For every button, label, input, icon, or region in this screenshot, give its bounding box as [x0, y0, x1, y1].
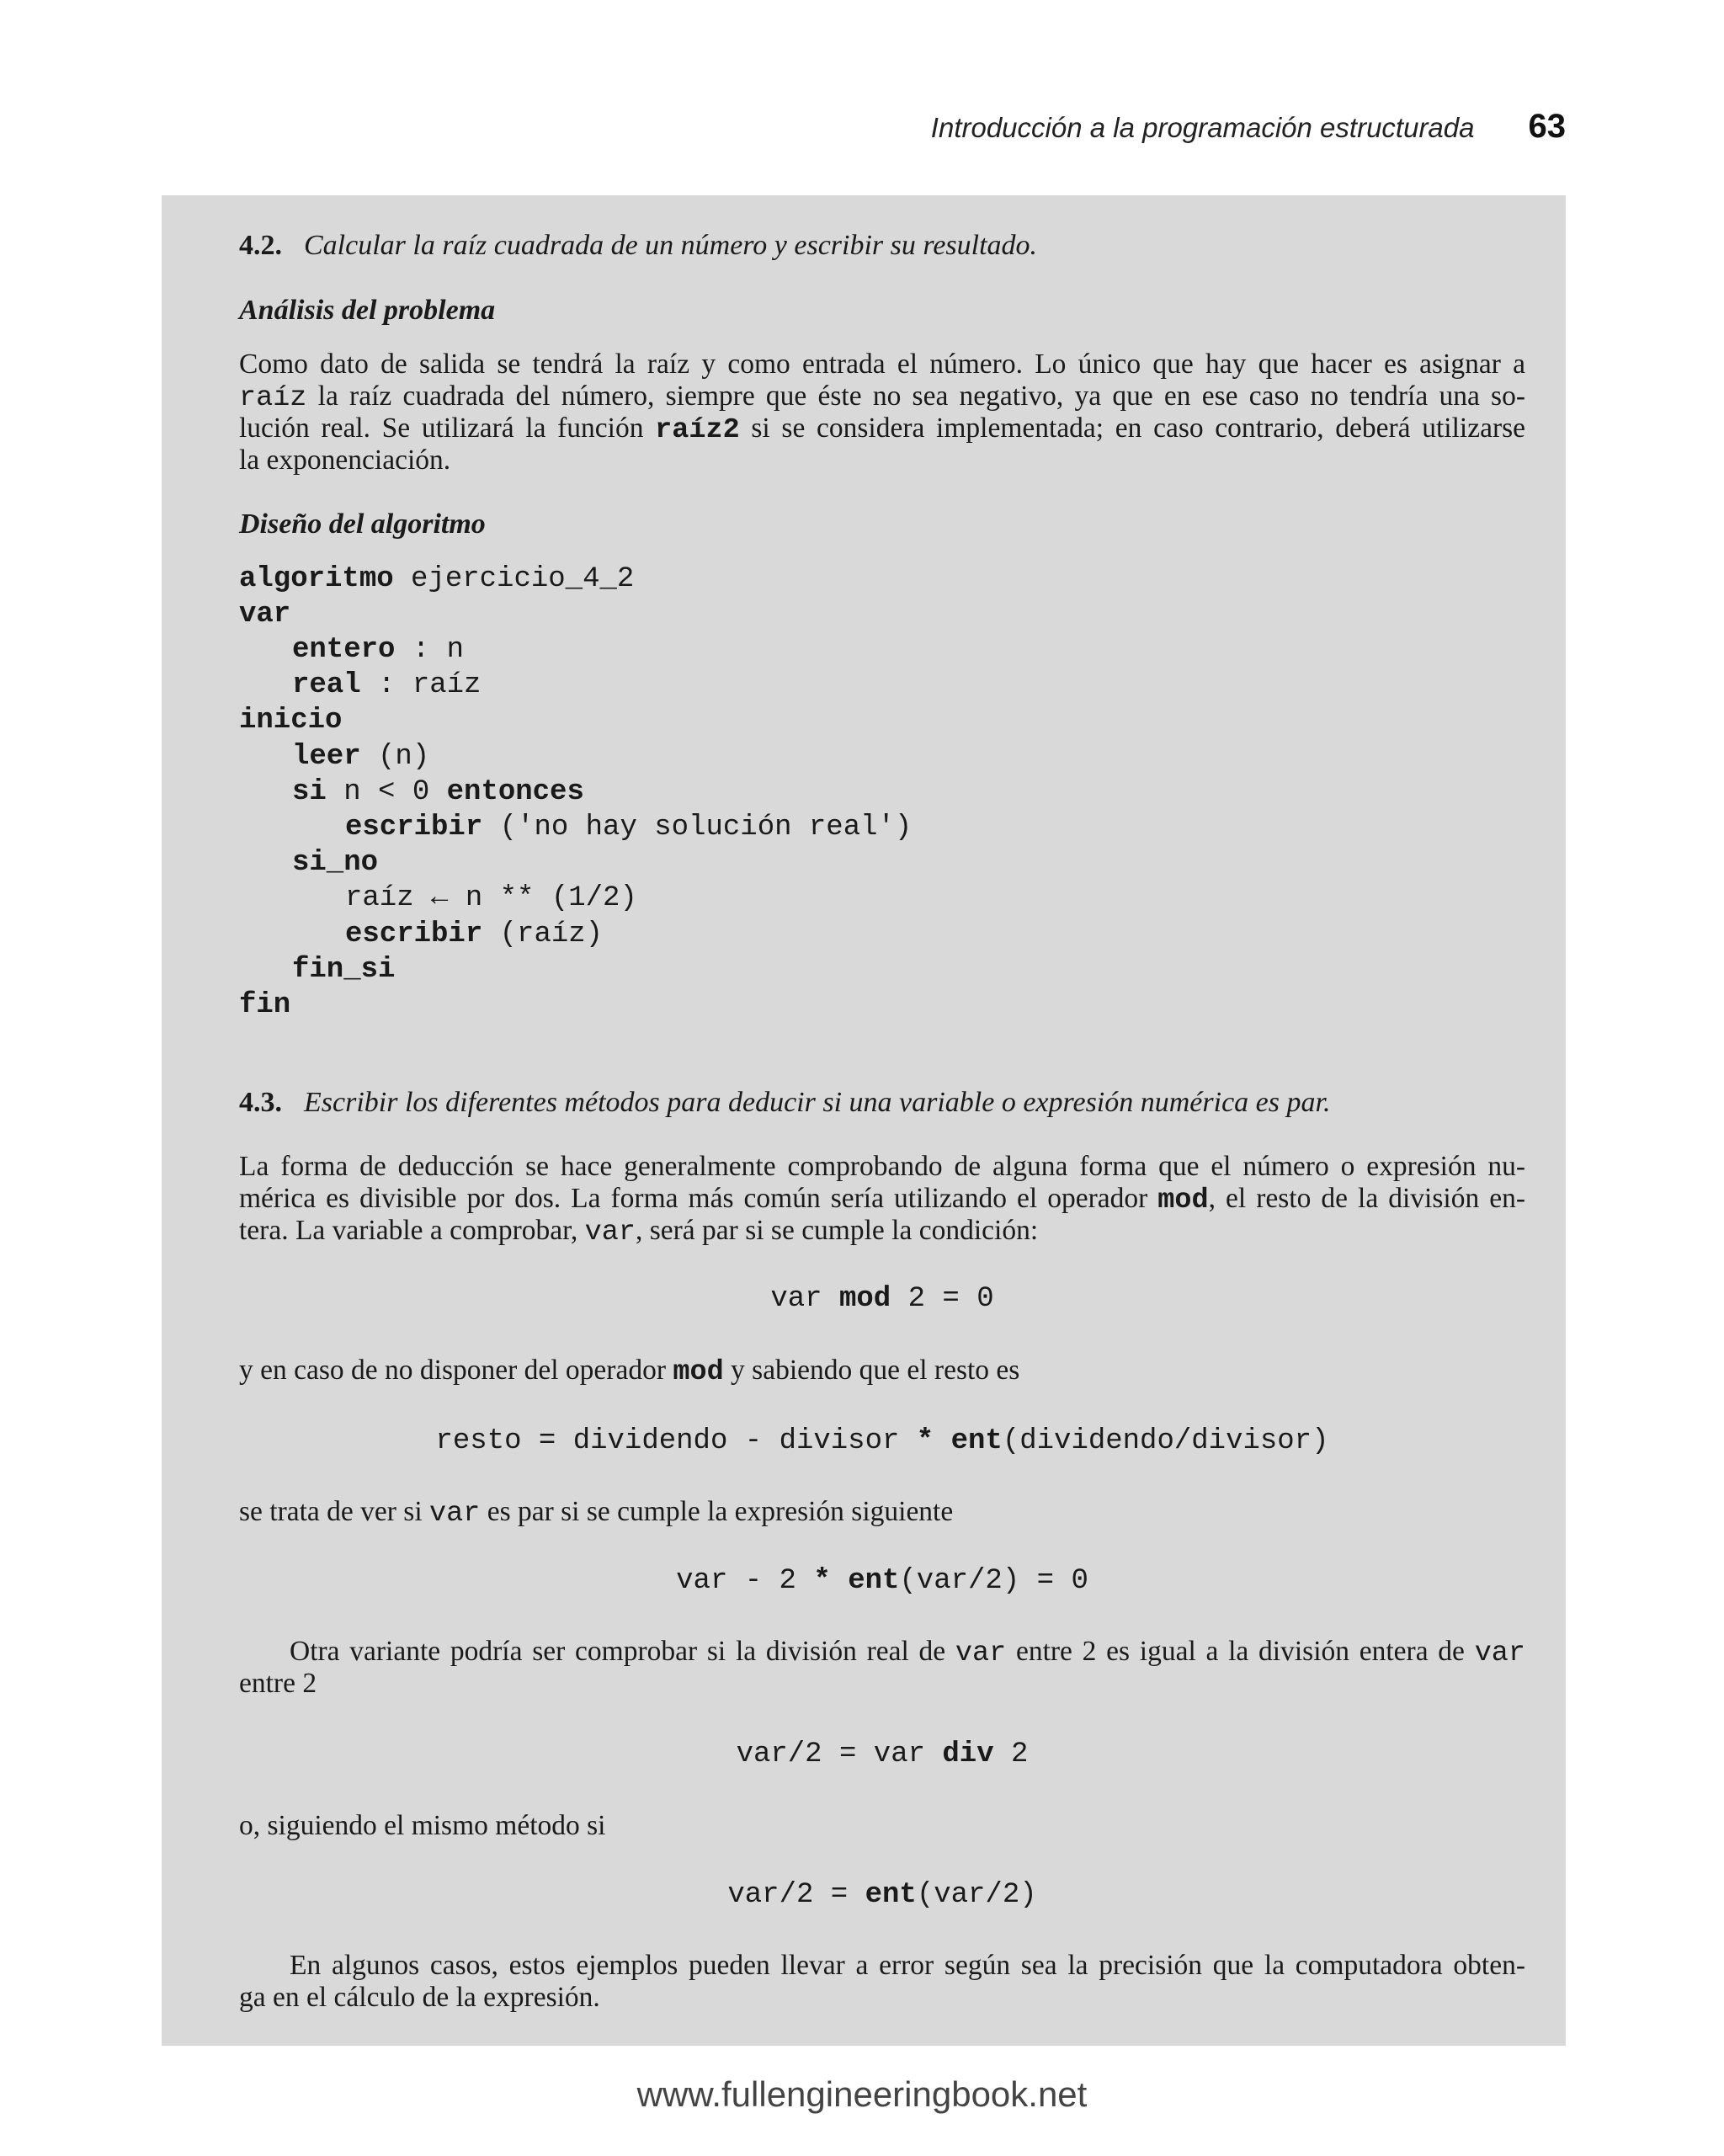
- p4-line-1: [239, 1636, 1525, 1668]
- p1-line-1: La forma de deducción se hace generalmente comprobando de alguna forma que el número o expresión nu-: [239, 1151, 1525, 1182]
- p3-a: se trata de ver si: [239, 1496, 430, 1527]
- eq3-a: var - 2: [676, 1565, 814, 1597]
- kw-fin: fin: [239, 989, 291, 1021]
- kw-mod: mod: [838, 1283, 891, 1315]
- analysis-line-1: Como dato de salida se tendrá la raíz y como entrada el número. Lo único que hay que hacer es asignar a: [239, 349, 1525, 380]
- exercise-statement: Escribir los diferentes métodos para deducir si una variable o expresión numérica es par.: [304, 1087, 1331, 1118]
- exercise-number: 4.3.: [239, 1087, 282, 1118]
- analysis-line-2-text: la raíz cuadrada del número, siempre que éste no sea negativo, ya que en ese caso no tendría una so-: [306, 381, 1525, 412]
- analysis-paragraph: [239, 349, 1525, 476]
- code-line-8: [345, 812, 912, 844]
- p2-b: y sabiendo que el resto es: [723, 1355, 1020, 1386]
- code-var: var: [955, 1637, 1007, 1669]
- p1-line-2: [239, 1183, 1525, 1215]
- kw-ent: ent: [848, 1565, 900, 1597]
- footer-url: www.fullengineeringbook.net: [636, 2074, 1088, 2114]
- code-var: var: [584, 1216, 636, 1248]
- kw-si: si: [292, 776, 327, 808]
- code-mod: mod: [673, 1356, 724, 1388]
- kw-inicio: inicio: [239, 705, 343, 737]
- paragraph-1: [239, 1151, 1525, 1247]
- p3-b: es par si se cumple la expresión siguiente: [480, 1496, 954, 1527]
- algorithm-name: ejercicio_4_2: [393, 563, 635, 595]
- eq4-b: 2: [993, 1738, 1029, 1770]
- analysis-line-3-text-a: lución real. Se utilizará la función: [239, 413, 656, 444]
- eq5-a: var/2 =: [727, 1879, 865, 1911]
- code-line-9: [292, 847, 378, 879]
- kw-entonces: entonces: [446, 776, 584, 808]
- kw-escribir: escribir: [345, 812, 483, 844]
- running-title: Introducción a la programación estructurada: [930, 112, 1475, 143]
- kw-entero: entero: [292, 634, 396, 666]
- paragraph-3: [239, 1496, 953, 1530]
- code-line-7: [292, 776, 584, 808]
- p4-line-2: entre 2: [239, 1668, 317, 1699]
- escribir-args: (raíz): [482, 918, 604, 950]
- code-raiz: raíz: [239, 382, 307, 414]
- eq3-space: [831, 1565, 848, 1597]
- equation-mod: [239, 1283, 1525, 1315]
- p6-line-2: ga en el cálculo de la expresión.: [239, 1982, 600, 2013]
- code-line-5: [239, 705, 342, 737]
- code-line-11: [345, 918, 603, 950]
- kw-fin-si: fin_si: [292, 954, 396, 986]
- p1-line-2-a: mérica es divisible por dos. La forma más común sería utilizando el operador: [239, 1183, 1158, 1214]
- code-var: var: [1474, 1637, 1525, 1669]
- design-heading: Diseño del algoritmo: [239, 508, 486, 540]
- kw-si-no: si_no: [292, 847, 379, 879]
- code-raiz2: raíz2: [655, 414, 740, 446]
- code-line-12: [292, 954, 395, 986]
- page-number: 63: [1528, 108, 1566, 145]
- analysis-line-3: [239, 413, 1525, 445]
- eq4-a: var/2 = var: [736, 1738, 943, 1770]
- exercise-number: 4.2.: [239, 230, 282, 261]
- op-star: *: [916, 1425, 934, 1457]
- equation-resto: [239, 1425, 1525, 1457]
- code-line-13: [239, 989, 290, 1021]
- analysis-line-4: la exponenciación.: [239, 445, 451, 476]
- code-line-10: raíz ← n ** (1/2): [345, 882, 637, 914]
- code-line-2: [239, 599, 290, 631]
- equation-ent: [239, 1565, 1525, 1597]
- kw-algoritmo: algoritmo: [239, 563, 394, 595]
- eq2-space: [934, 1425, 950, 1457]
- kw-leer: leer: [292, 741, 361, 773]
- eq5-b: (var/2): [916, 1879, 1037, 1911]
- p2-a: y en caso de no disponer del operador: [239, 1355, 673, 1386]
- kw-div: div: [942, 1738, 994, 1770]
- p4-a: Otra variante podría ser comprobar si la división real de: [290, 1636, 955, 1667]
- p6-line-1: En algunos casos, estos ejemplos pueden llevar a error según sea la precisión que la computadora obten-: [290, 1950, 1525, 1981]
- eq3-b: (var/2) = 0: [899, 1565, 1088, 1597]
- running-header: [842, 108, 1566, 146]
- p1-line-2-b: , el resto de la división en-: [1208, 1183, 1525, 1214]
- decl-raiz: : raíz: [360, 669, 482, 701]
- eq2-b: (dividendo/divisor): [1002, 1425, 1329, 1457]
- p1-line-3: [239, 1215, 1525, 1247]
- eq2-a: resto = dividendo - divisor: [435, 1425, 917, 1457]
- leer-args: (n): [360, 741, 430, 773]
- paragraph-5: o, siguiendo el mismo método si: [239, 1810, 606, 1841]
- exercise-4-2-title: [239, 230, 1037, 262]
- analysis-line-2: [239, 381, 1525, 413]
- exercise-4-3-title: [239, 1087, 1330, 1119]
- eq1-b: 2 = 0: [891, 1283, 994, 1315]
- si-condition: n < 0: [326, 776, 447, 808]
- kw-escribir: escribir: [345, 918, 483, 950]
- escribir-args: ('no hay solución real'): [482, 812, 913, 844]
- paragraph-2: [239, 1355, 1019, 1388]
- equation-div: [239, 1738, 1525, 1770]
- eq1-a: var: [770, 1283, 839, 1315]
- kw-ent: ent: [865, 1879, 917, 1911]
- kw-var: var: [239, 599, 291, 631]
- kw-real: real: [292, 669, 361, 701]
- analysis-line-3-text-b: si se considera implementada; en caso contrario, deberá utilizarse: [739, 413, 1526, 444]
- code-line-1: [239, 563, 634, 595]
- decl-n: : n: [395, 634, 465, 666]
- exercise-statement: Calcular la raíz cuadrada de un número y escribir su resultado.: [304, 230, 1038, 261]
- code-var: var: [429, 1498, 481, 1530]
- code-line-3: [292, 634, 464, 666]
- analysis-heading: Análisis del problema: [239, 295, 496, 326]
- code-line-4: [292, 669, 481, 701]
- p1-line-3-b: , será par si se cumple la condición:: [635, 1215, 1039, 1246]
- op-star: *: [813, 1565, 831, 1597]
- code-mod: mod: [1157, 1184, 1209, 1216]
- p1-line-3-a: tera. La variable a comprobar,: [239, 1215, 585, 1246]
- kw-ent: ent: [950, 1425, 1003, 1457]
- equation-ent-2: [239, 1879, 1525, 1911]
- code-line-6: [292, 741, 429, 773]
- paragraph-4: [239, 1636, 1525, 1700]
- p4-b: entre 2 es igual a la división entera de: [1006, 1636, 1475, 1667]
- paragraph-6: [239, 1950, 1525, 2014]
